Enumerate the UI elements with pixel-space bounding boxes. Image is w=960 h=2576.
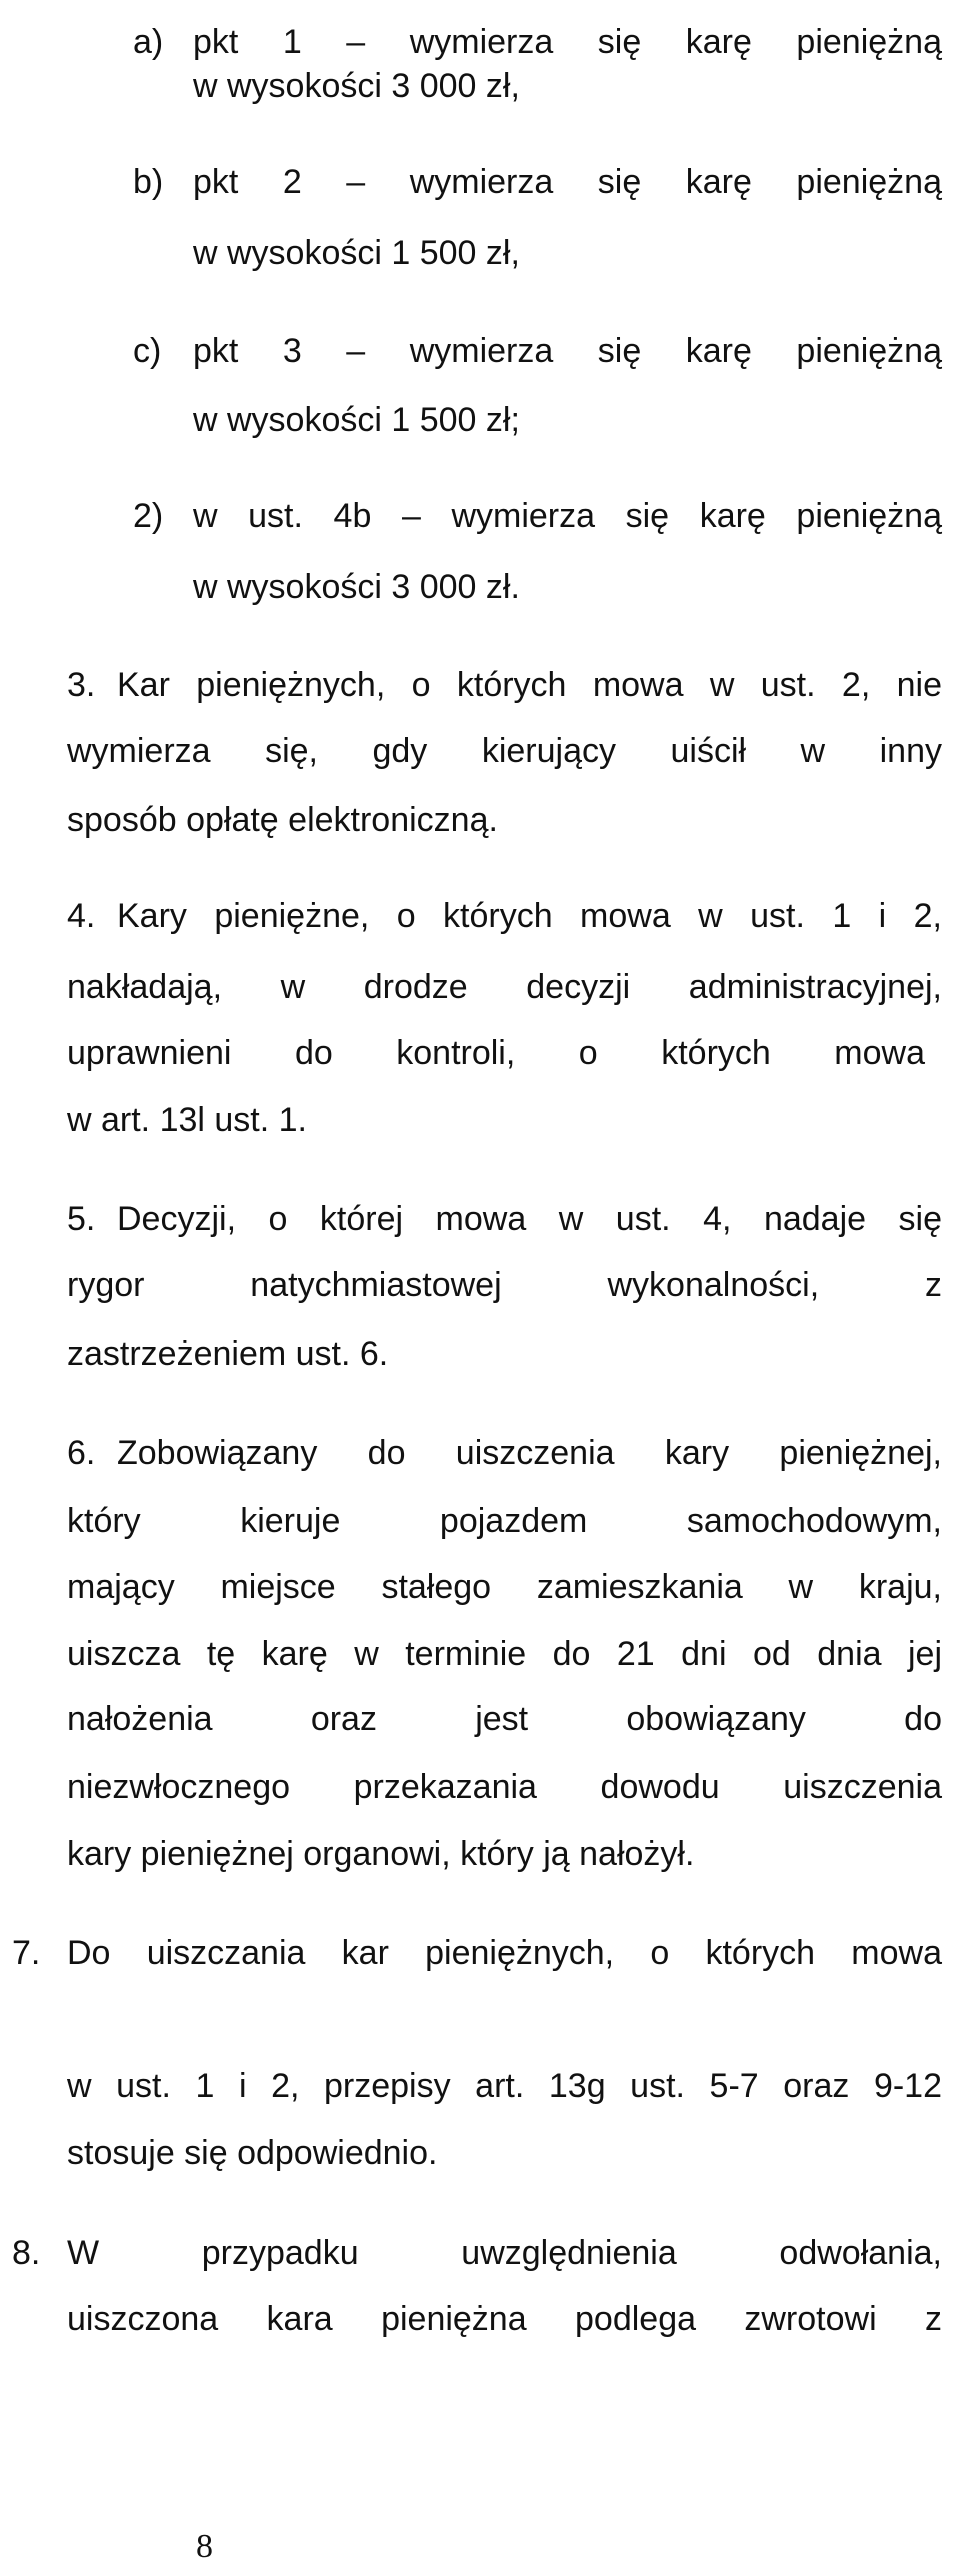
par-4-line-1: Kary pieniężne, o których mowa w ust. 1 i 2, [117, 897, 942, 935]
par-5-line-2: rygor natychmiastowej wykonalności, z [67, 1266, 942, 1304]
item-c-line-2: w wysokości 1 500 zł; [193, 401, 520, 439]
item-a-line-2: w wysokości 3 000 zł, [193, 67, 520, 105]
par-6-line-1: Zobowiązany do uiszczenia kary pieniężnej, [117, 1434, 942, 1472]
item-2-marker: 2) [133, 497, 164, 535]
par-6-line-5: nałożenia oraz jest obowiązany do [67, 1700, 942, 1738]
par-6-line-6: niezwłocznego przekazania dowodu uiszczenia [67, 1768, 942, 1806]
item-b-marker: b) [133, 163, 164, 201]
par-6-line-7: kary pieniężnej organowi, który ją nałożył. [67, 1835, 695, 1873]
par-6-marker: 6. [67, 1434, 96, 1472]
item-a-line-1: pkt 1 – wymierza się karę pieniężną [193, 23, 942, 61]
par-7-line-3: stosuje się odpowiednio. [67, 2134, 438, 2172]
item-b-line-2: w wysokości 1 500 zł, [193, 234, 520, 272]
item-2-line-1: w ust. 4b – wymierza się karę pieniężną [193, 497, 942, 535]
par-4-line-2: nakładają, w drodze decyzji administracyjnej, [67, 968, 942, 1006]
par-5-marker: 5. [67, 1200, 96, 1238]
par-7-line-2: w ust. 1 i 2, przepisy art. 13g ust. 5-7 oraz 9-12 [67, 2067, 942, 2105]
par-4-line-4: w art. 13l ust. 1. [67, 1101, 307, 1139]
par-6-line-4: uiszcza tę karę w terminie do 21 dni od dnia jej [67, 1635, 942, 1673]
par-8-marker: 8. [12, 2234, 41, 2272]
item-2-line-2: w wysokości 3 000 zł. [193, 568, 520, 606]
item-a-marker: a) [133, 23, 164, 61]
par-4-line-3: uprawnieni do kontroli, o których mowa [67, 1034, 925, 1072]
par-6-line-2: który kieruje pojazdem samochodowym, [67, 1502, 942, 1540]
par-8-line-1: W przypadku uwzględnienia odwołania, [67, 2234, 942, 2272]
item-c-line-1: pkt 3 – wymierza się karę pieniężną [193, 332, 942, 370]
item-c-marker: c) [133, 332, 162, 370]
par-3-line-3: sposób opłatę elektroniczną. [67, 801, 498, 839]
par-8-line-2: uiszczona kara pieniężna podlega zwrotowi z [67, 2300, 942, 2338]
page-number: 8 [196, 2528, 213, 2565]
par-6-line-3: mający miejsce stałego zamieszkania w kraju, [67, 1568, 942, 1606]
par-3-marker: 3. [67, 666, 96, 704]
par-4-marker: 4. [67, 897, 96, 935]
par-5-line-3: zastrzeżeniem ust. 6. [67, 1335, 389, 1373]
par-3-line-2: wymierza się, gdy kierujący uiścił w inny [67, 732, 942, 770]
item-b-line-1: pkt 2 – wymierza się karę pieniężną [193, 163, 942, 201]
par-7-marker: 7. [12, 1934, 41, 1972]
par-3-line-1: Kar pieniężnych, o których mowa w ust. 2, nie [117, 666, 942, 704]
par-7-line-1: Do uiszczania kar pieniężnych, o których mowa [67, 1934, 942, 1972]
par-5-line-1: Decyzji, o której mowa w ust. 4, nadaje się [117, 1200, 942, 1238]
